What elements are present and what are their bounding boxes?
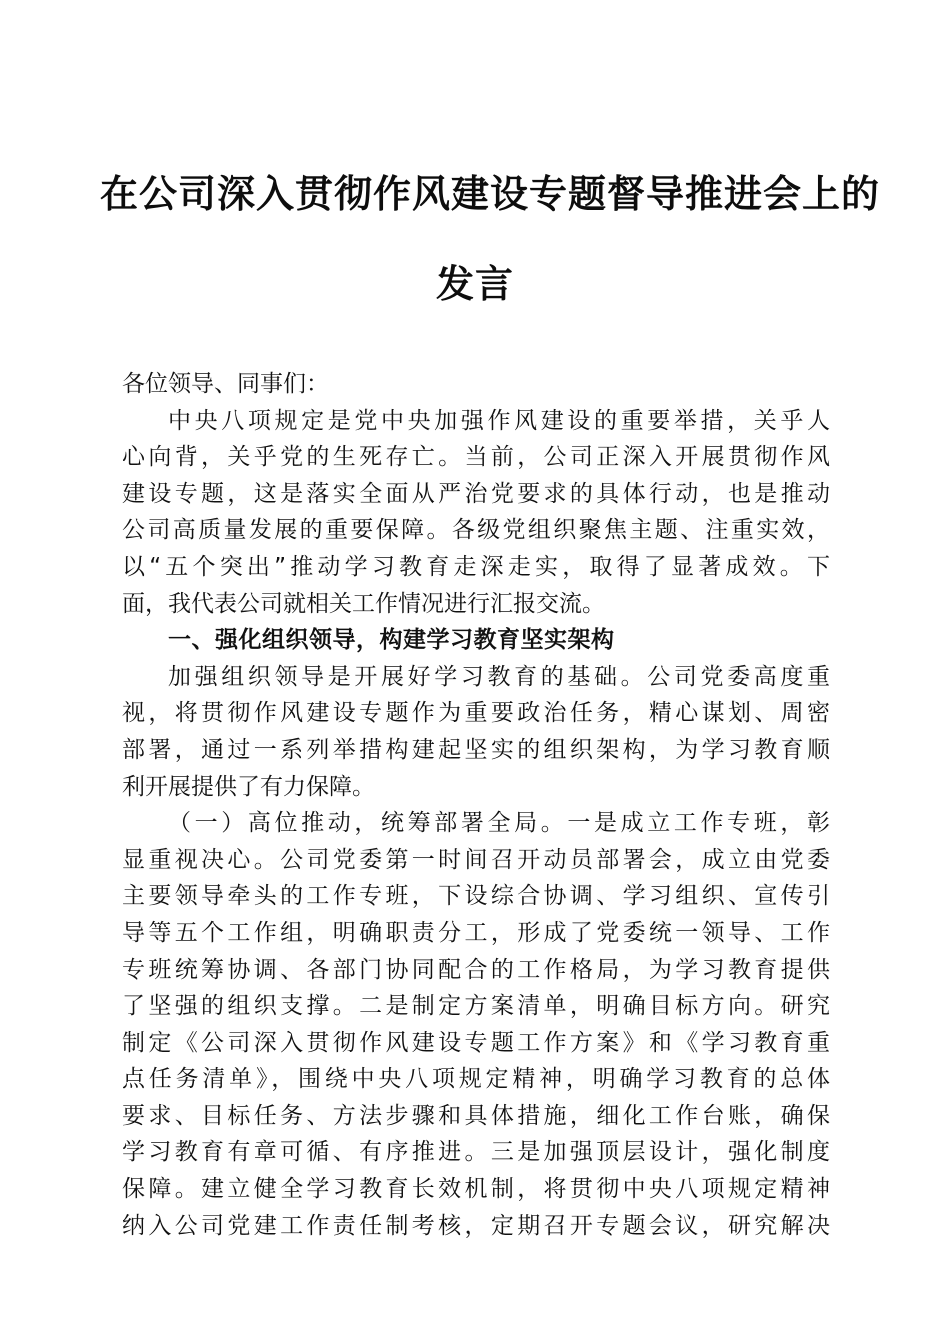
document-title [100, 166, 881, 312]
paragraph-line: 主要领导牵头的工作专班，下设综合协调、学习组织、宣传引 [122, 883, 830, 910]
paragraph-line: 视，将贯彻作风建设专题作为重要政治任务，精心谋划、周密 [122, 700, 830, 727]
title-line-1: 在公司深入贯彻作风建设专题督导推进会上的 [100, 171, 881, 216]
paragraph-line: 导等五个工作组，明确职责分工，形成了党委统一领导、工作 [122, 919, 830, 946]
paragraph-intro [122, 403, 830, 623]
paragraph-line: 心向背，关乎党的生死存亡。当前，公司正深入开展贯彻作风 [122, 444, 830, 471]
paragraph-line: 了坚强的组织支撑。二是制定方案清单，明确目标方向。研究 [122, 993, 830, 1020]
paragraph-subsection-1 [122, 805, 830, 1244]
paragraph-line: 以“五个突出”推动学习教育走深走实，取得了显著成效。下 [122, 553, 830, 580]
paragraph-line: 建设专题，这是落实全面从严治党要求的具体行动，也是推动 [122, 480, 830, 507]
section-heading-1: 一、强化组织领导，构建学习教育坚实架构 [168, 627, 615, 654]
document-body [122, 366, 830, 1244]
paragraph-line: 利开展提供了有力保障。 [122, 773, 375, 800]
paragraph-line: 要求、目标任务、方法步骤和具体措施，细化工作台账，确保 [122, 1102, 830, 1129]
salutation: 各位领导、同事们： [122, 371, 329, 397]
paragraph-line: 点任务清单》，围绕中央八项规定精神，明确学习教育的总体 [122, 1066, 830, 1093]
paragraph-line: 专班统筹协调、各部门协同配合的工作格局，为学习教育提供 [122, 956, 830, 983]
paragraph-line: 学习教育有章可循、有序推进。三是加强顶层设计，强化制度 [122, 1139, 830, 1166]
paragraph-line: 中央八项规定是党中央加强作风建设的重要举措，关乎人 [168, 407, 830, 434]
paragraph-line: 显重视决心。公司党委第一时间召开动员部署会，成立由党委 [122, 846, 830, 873]
paragraph-line: （一）高位推动，统筹部署全局。一是成立工作专班，彰 [168, 810, 830, 837]
paragraph-line: 加强组织领导是开展好学习教育的基础。公司党委高度重 [168, 663, 830, 690]
title-line-2: 发言 [435, 261, 514, 306]
paragraph-section-1-intro [122, 659, 830, 805]
paragraph-line: 面，我代表公司就相关工作情况进行汇报交流。 [122, 590, 605, 617]
paragraph-line: 公司高质量发展的重要保障。各级党组织聚焦主题、注重实效， [122, 517, 830, 544]
paragraph-line: 保障。建立健全学习教育长效机制，将贯彻中央八项规定精神 [122, 1176, 830, 1203]
paragraph-line: 部署，通过一系列举措构建起坚实的组织架构，为学习教育顺 [122, 736, 830, 763]
paragraph-line: 纳入公司党建工作责任制考核，定期召开专题会议，研究解决 [122, 1212, 830, 1239]
paragraph-line: 制定《公司深入贯彻作风建设专题工作方案》和《学习教育重 [122, 1029, 830, 1056]
